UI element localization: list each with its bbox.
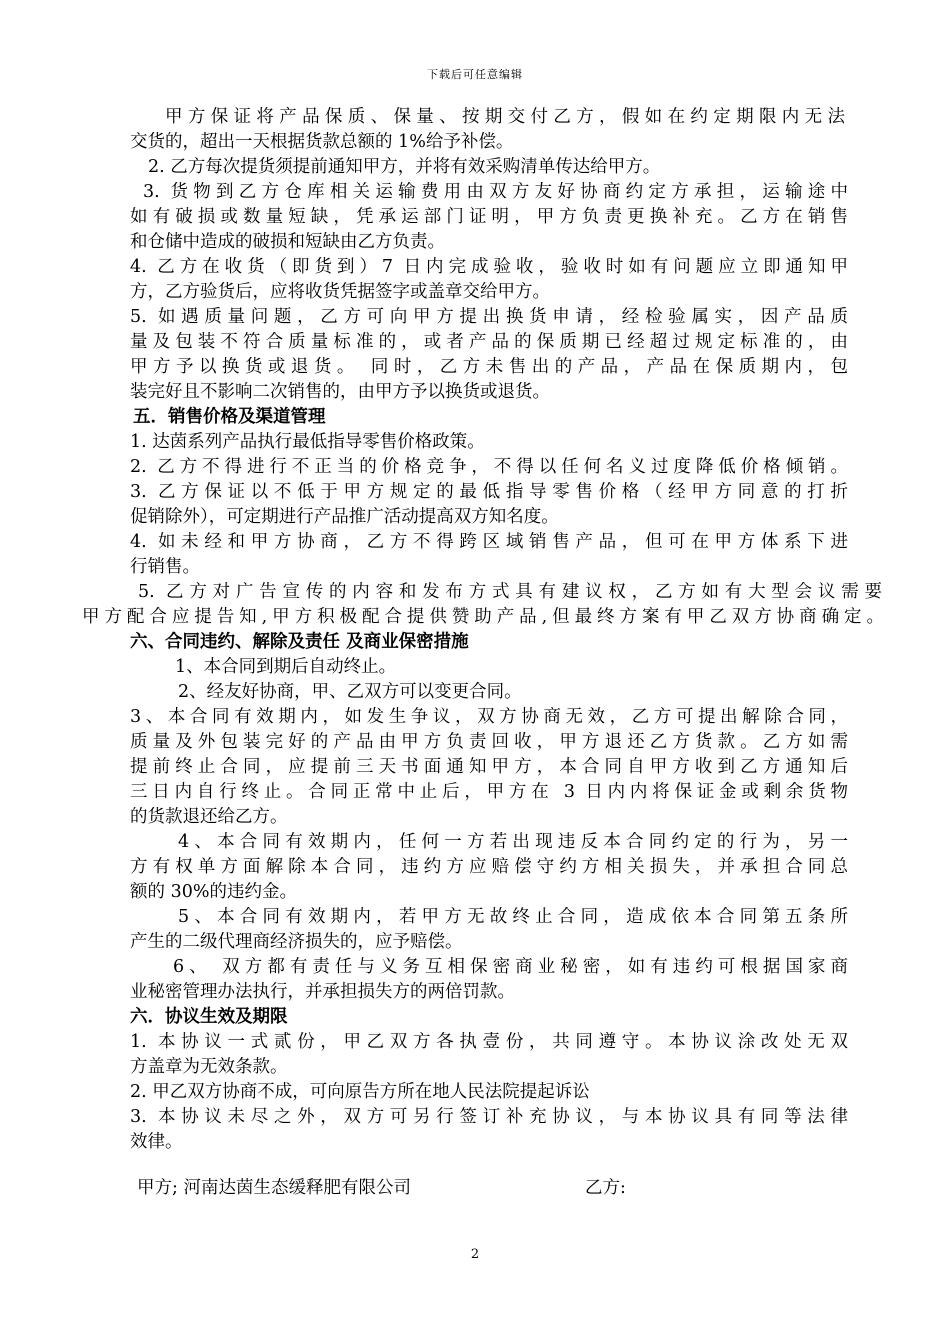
paragraph-line: 2. 乙方不得进行不正当的价格竞争，不得以任何名义过度降低价格倾销。 [130, 457, 848, 477]
paragraph-line: 3. 乙方保证以不低于甲方规定的最低指导零售价格（经甲方同意的打折 [130, 482, 848, 502]
paragraph-line: 5. 如遇质量问题，乙方可向甲方提出换货申请，经检验属实，因产品质 [130, 307, 848, 327]
paragraph-line: 3、本合同有效期内，如发生争议，双方协商无效，乙方可提出解除合同， [130, 707, 848, 727]
paragraph-line: 方，乙方验货后，应将收货凭据签字或盖章交给甲方。 [130, 282, 550, 302]
page-number: 2 [470, 1247, 480, 1262]
paragraph-line: 三日内自行终止。合同正常中止后，甲方在 3 日内内将保证金或剩余货物 [130, 782, 848, 802]
paragraph-line: 3. 货物到乙方仓库相关运输费用由双方友好协商约定方承担，运输途中 [143, 182, 848, 202]
paragraph-line: 方盖章为无效条款。 [130, 1057, 288, 1077]
paragraph-line: 额的 30%的违约金。 [130, 882, 297, 902]
paragraph-line: 装完好且不影响二次销售的，由甲方予以换货或退货。 [130, 382, 550, 402]
paragraph-line: 提前终止合同，应提前三天书面通知甲方，本合同自甲方收到乙方通知后 [130, 757, 848, 777]
paragraph-line: 4、本合同有效期内，任何一方若出现违反本合同约定的行为，另一 [178, 832, 848, 852]
paragraph-line: 质量及外包装完好的产品由甲方负责回收，甲方退还乙方货款。乙方如需 [130, 732, 848, 752]
paragraph-line: 甲方予以换货或退货。 同时，乙方未售出的产品，产品在保质期内，包 [130, 357, 848, 377]
paragraph-line: 甲方保证将产品保质、保量、按期交付乙方，假如在约定期限内无法 [165, 107, 845, 127]
paragraph-line: 3. 本协议未尽之外，双方可另行签订补充协议，与本协议具有同等法律 [130, 1107, 848, 1127]
paragraph-line: 产生的二级代理商经济损失的，应予赔偿。 [130, 932, 463, 952]
paragraph-line: 1、本合同到期后自动终止。 [175, 657, 397, 677]
signature-party-a: 甲方; 河南达茵生态缓释肥有限公司 [137, 1178, 411, 1198]
paragraph-line: 的货款退还给乙方。 [130, 807, 288, 827]
paragraph-line: 2. 乙方每次提货须提前通知甲方，并将有效采购清单传达给甲方。 [148, 157, 661, 177]
section-heading: 六．协议生效及期限 [130, 1007, 288, 1027]
paragraph-line: 4. 乙方在收货（即货到）7 日内完成验收，验收时如有问题应立即通知甲 [130, 257, 848, 277]
paragraph-line: 和仓储中造成的破损和短缺由乙方负责。 [130, 232, 445, 252]
paragraph-line: 业秘密管理办法执行，并承担损失方的两倍罚款。 [130, 982, 515, 1002]
paragraph-line: 2. 甲乙双方协商不成，可向原告方所在地人民法院提起诉讼 [130, 1082, 590, 1102]
paragraph-line: 5. 乙方对广告宣传的内容和发布方式具有建议权，乙方如有大型会议需要 [138, 582, 882, 602]
paragraph-line: 效律。 [130, 1132, 183, 1152]
signature-party-b: 乙方: [585, 1178, 626, 1198]
paragraph-line: 量及包装不符合质量标准的，或者产品的保质期已经超过规定标准的，由 [130, 332, 848, 352]
paragraph-line: 1. 达茵系列产品执行最低指导零售价格政策。 [130, 432, 485, 452]
section-heading: 六、合同违约、解除及责任 及商业保密措施 [130, 632, 469, 652]
paragraph-line: 甲方配合应提告知,甲方积极配合提供赞助产品,但最终方案有甲乙双方协商确定。 [82, 607, 884, 627]
page-header: 下载后可任意编辑 [427, 68, 523, 81]
paragraph-line: 6、 双方都有责任与义务互相保密商业秘密，如有违约可根据国家商 [173, 957, 848, 977]
paragraph-line: 如有破损或数量短缺，凭承运部门证明，甲方负责更换补充。乙方在销售 [130, 207, 848, 227]
paragraph-line: 1. 本协议一式贰份，甲乙双方各执壹份，共同遵守。本协议涂改处无双 [130, 1032, 848, 1052]
paragraph-line: 5、本合同有效期内，若甲方无故终止合同，造成依本合同第五条所 [178, 907, 848, 927]
paragraph-line: 交货的，超出一天根据货款总额的 1%给予补偿。 [130, 132, 514, 152]
paragraph-line: 促销除外），可定期进行产品推广活动提高双方知名度。 [130, 507, 559, 527]
paragraph-line: 2、经友好协商，甲、乙双方可以变更合同。 [178, 682, 522, 702]
paragraph-line: 行销售。 [130, 557, 200, 577]
paragraph-line: 4. 如未经和甲方协商，乙方不得跨区域销售产品，但可在甲方体系下进 [130, 532, 848, 552]
section-heading: 五．销售价格及渠道管理 [133, 407, 326, 427]
paragraph-line: 方有权单方面解除本合同，违约方应赔偿守约方相关损失，并承担合同总 [130, 857, 848, 877]
